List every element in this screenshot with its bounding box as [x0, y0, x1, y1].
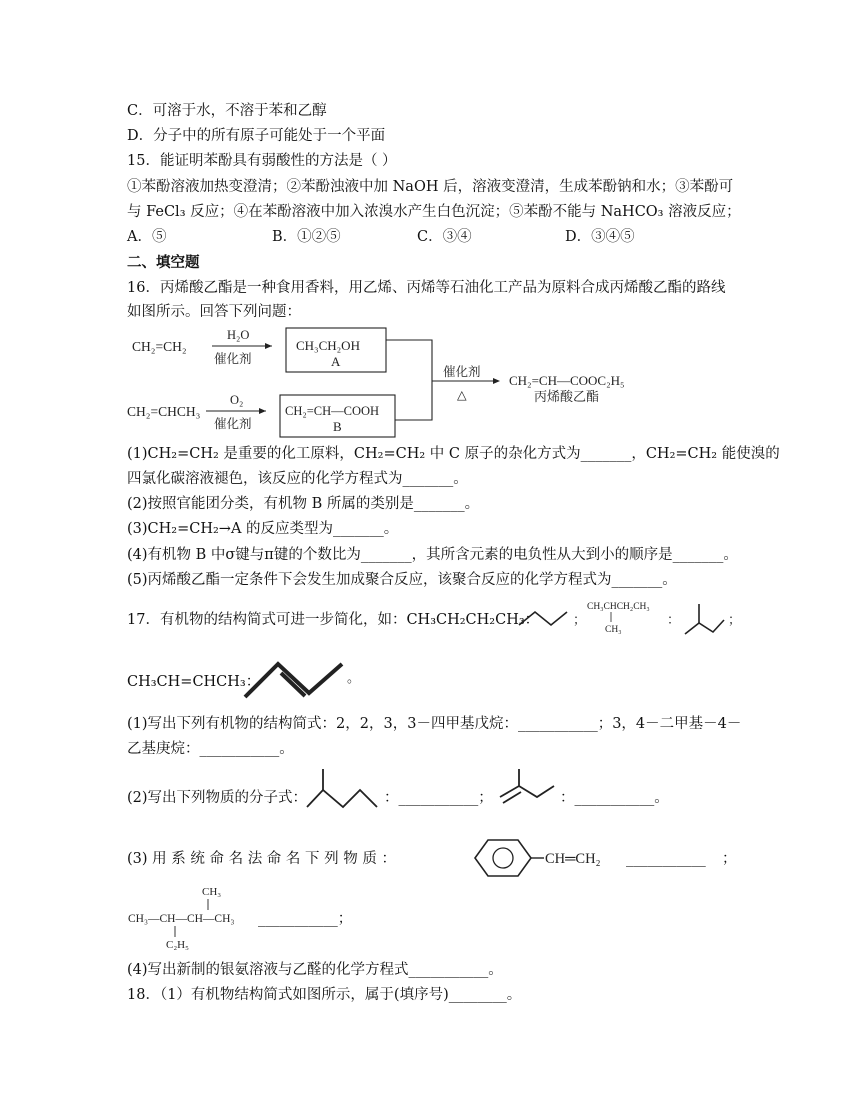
butane-skeletal	[519, 612, 567, 625]
q18-part1: 18．（1）有机物结构简式如图所示，属于(填序号)________。	[127, 987, 522, 1003]
q16-part3: (3)CH₂=CH₂→A 的反应类型为_______。	[127, 521, 399, 537]
benzene-ring	[475, 840, 531, 876]
diagram-start-ethylene: CH₂=CH₂	[132, 339, 187, 354]
diagram-heat-symbol: △	[457, 388, 467, 402]
q17-example-butene-label: CH₃CH=CHCH₃：	[127, 674, 261, 690]
q16-part2: (2)按照官能团分类，有机物 B 所属的类别是_______。	[127, 496, 480, 512]
q15-option-c: C．③④	[417, 229, 472, 245]
q16-part1-line2: 四氯化碳溶液褪色，该反应的化学方程式为_______。	[127, 471, 468, 487]
q17-part3-text: (3) 用 系 统 命 名 法 命 名 下 列 物 质 ：	[127, 851, 396, 867]
q17-part2-blank1: ：___________；	[384, 790, 493, 806]
diagram-catalyst-3: 催化剂	[443, 365, 481, 379]
box-a-formula: CH₃CH₂OH	[296, 338, 360, 353]
q16-stem-line1: 16．丙烯酸乙酯是一种食用香料，用乙烯、丙烯等石油化工产品为原料合成丙烯酸乙酯的路线	[127, 280, 726, 296]
q17-part3-blank1: ___________	[626, 851, 706, 867]
q17-part2-text: (2)写出下列物质的分子式：	[127, 790, 308, 806]
diagram-start-propylene: CH₂=CHCH₃	[127, 404, 201, 419]
isopentane-skeletal	[685, 620, 724, 634]
diagram-catalyst-2: 催化剂	[214, 417, 252, 431]
styrene-vinyl-group: CH═CH₂	[545, 851, 601, 867]
alkane-ethyl-bottom: C₂H₅	[166, 939, 189, 951]
q17-stem: 17．有机物的结构简式可进一步简化，如：CH₃CH₂CH₂CH₃：	[127, 612, 540, 628]
q15-option-a: A．⑤	[127, 229, 167, 245]
q15-option-b: B．①②⑤	[272, 229, 341, 245]
q16-part4: (4)有机物 B 中σ键与π键的个数比为_______，其所含元素的电负性从大到小的顺序是_______。	[127, 547, 738, 563]
skeletal-2methylpentane	[307, 790, 377, 807]
box-a-label: A	[331, 354, 341, 369]
skeletal-methylbutene	[500, 786, 554, 797]
q17-part1-line1: (1)写出下列有机物的结构简式：2，2，3，3－四甲基戊烷：___________；3，4－二甲基－4－	[127, 716, 742, 732]
section-heading-fill-in: 二、填空题	[127, 255, 200, 271]
q16-part5: (5)丙烯酸乙酯一定条件下会发生加成聚合反应，该聚合反应的化学方程式为_______。	[127, 572, 677, 588]
isopentane-condensed-bottom: CH₃	[605, 625, 622, 635]
q14-option-c: C．可溶于水，不溶于苯和乙醇	[127, 103, 327, 119]
diagram-reagent-water: H₂O	[227, 328, 250, 342]
box-b-label: B	[333, 419, 342, 434]
q17-part3-blank2: ___________；	[258, 911, 353, 927]
q17-part1-line2: 乙基庚烷：___________。	[127, 741, 294, 757]
diagram-catalyst-1: 催化剂	[214, 352, 252, 366]
diagram-product-name: 丙烯酸乙酯	[534, 389, 600, 404]
q17-part2-blank2: ：___________。	[560, 790, 669, 806]
q17-end-period: 。	[347, 670, 361, 685]
q16-stem-line2: 如图所示。回答下列问题：	[127, 304, 301, 320]
q15-statements-line2: 与 FeCl₃ 反应；④在苯酚溶液中加入浓溴水产生白色沉淀；⑤苯酚不能与 NaHCO₃ 溶液反应；	[127, 204, 741, 220]
box-b-formula: CH₂=CH—COOH	[285, 404, 380, 418]
q16-part1-line1: (1)CH₂=CH₂ 是重要的化工原料，CH₂=CH₂ 中 C 原子的杂化方式为_______，CH₂=CH₂ 能使溴的	[127, 446, 780, 462]
isopentane-condensed-top: CH₃CHCH₂CH₃	[587, 602, 650, 612]
q17-sep-2: ：	[667, 612, 681, 627]
q17-sep-1: ；	[573, 612, 587, 627]
q17-part3-sep: ；	[722, 851, 737, 867]
diagram-product-formula: CH₂=CH—COOC₂H₅	[509, 373, 625, 388]
q17-part4: (4)写出新制的银氨溶液与乙醛的化学方程式___________。	[127, 962, 503, 978]
q14-option-d: D．分子中的所有原子可能处于一个平面	[127, 128, 386, 144]
alkane-methyl-top: CH₃	[202, 886, 222, 898]
q15-stem: 15．能证明苯酚具有弱酸性的方法是（ ）	[127, 153, 397, 169]
alkane-main-chain: CH₃—CH—CH—CH₃	[128, 913, 235, 925]
q17-sep-3: ；	[728, 612, 742, 627]
diagram-reagent-oxygen: O₂	[230, 393, 244, 407]
q15-statements-line1: ①苯酚溶液加热变澄清；②苯酚浊液中加 NaOH 后，溶液变澄清，生成苯酚钠和水；③苯酚可	[127, 179, 734, 195]
benzene-ring-circle	[493, 848, 513, 868]
q15-option-d: D．③④⑤	[565, 229, 635, 245]
